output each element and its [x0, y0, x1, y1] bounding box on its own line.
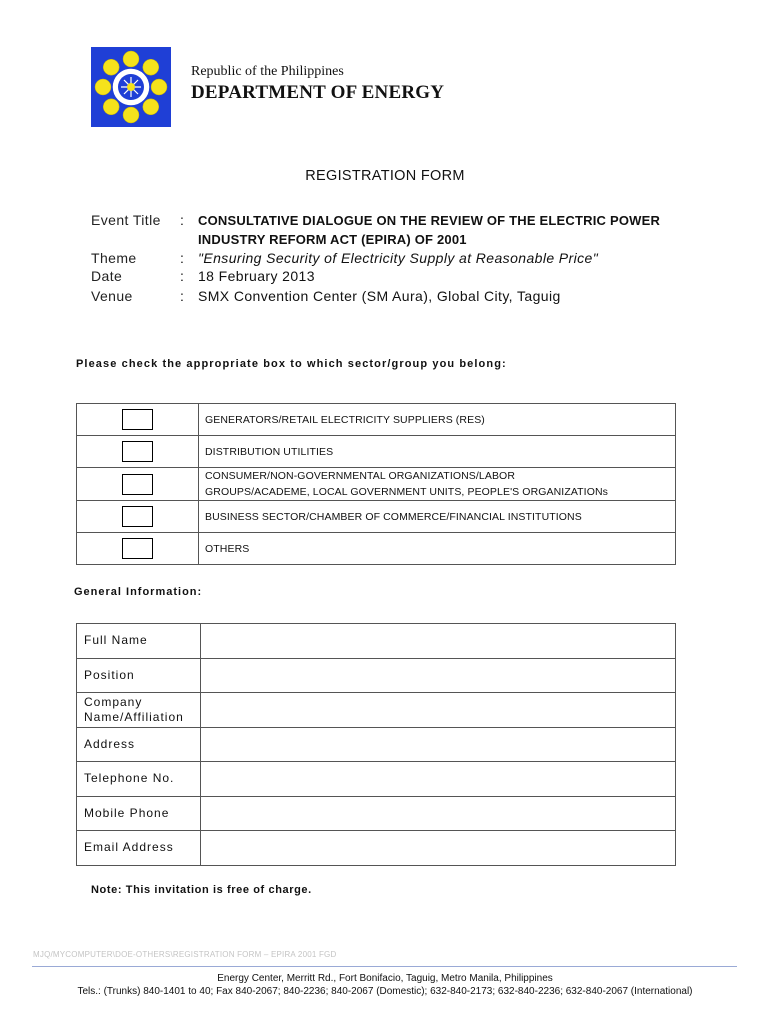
sector-checkbox-business[interactable] — [122, 506, 153, 527]
sector-row — [77, 436, 676, 468]
general-info-table — [76, 623, 676, 866]
info-row — [77, 831, 676, 866]
colon: : — [180, 268, 184, 284]
doe-seal-icon — [91, 47, 171, 127]
field-label: Position — [84, 667, 135, 682]
field-label-cont: Name/Affiliation — [84, 709, 184, 724]
general-info-heading: General Information: — [74, 586, 203, 598]
info-row — [77, 624, 676, 659]
address-field[interactable] — [201, 727, 676, 762]
date-value: 18 February 2013 — [198, 268, 315, 284]
colon: : — [180, 250, 184, 266]
sector-row — [77, 533, 676, 565]
info-row — [77, 762, 676, 797]
theme-value: "Ensuring Security of Electricity Supply at Reasonable Price" — [198, 250, 599, 266]
email-field[interactable] — [201, 831, 676, 866]
doe-logo — [91, 47, 171, 127]
field-label: Company — [84, 694, 143, 709]
colon: : — [180, 288, 184, 304]
date-label: Date — [91, 268, 123, 284]
info-row — [77, 796, 676, 831]
footer-divider — [32, 966, 737, 967]
file-path: MJQ/MYCOMPUTER\DOE-OTHERS\REGISTRATION FORM – EPIRA 2001 FGD — [33, 950, 337, 959]
sector-row — [77, 501, 676, 533]
sector-instruction: Please check the appropriate box to which sector/group you belong: — [76, 358, 507, 370]
sector-label: OTHERS — [205, 542, 250, 555]
venue-label: Venue — [91, 288, 133, 304]
sector-label-cont: GROUPS/ACADEME, LOCAL GOVERNMENT UNITS, PEOPLE'S ORGANIZATIONs — [205, 486, 608, 498]
field-label: Telephone No. — [84, 771, 175, 786]
info-row — [77, 727, 676, 762]
sector-label: CONSUMER/NON-GOVERNMENTAL ORGANIZATIONS/LABOR — [205, 470, 515, 482]
republic-heading: Republic of the Philippines — [191, 64, 344, 79]
sector-row — [77, 404, 676, 436]
sector-label: GENERATORS/RETAIL ELECTRICITY SUPPLIERS (RES) — [205, 413, 485, 426]
position-field[interactable] — [201, 658, 676, 693]
telephone-field[interactable] — [201, 762, 676, 797]
sector-label: DISTRIBUTION UTILITIES — [205, 445, 334, 458]
info-row — [77, 693, 676, 728]
footer-address: Energy Center, Merritt Rd., Fort Bonifacio, Taguig, Metro Manila, Philippines — [217, 973, 553, 984]
department-heading: DEPARTMENT OF ENERGY — [191, 82, 445, 103]
colon: : — [180, 212, 184, 228]
company-field[interactable] — [201, 693, 676, 728]
mobile-field[interactable] — [201, 796, 676, 831]
sector-checkbox-distribution[interactable] — [122, 441, 153, 462]
event-title-label: Event Title — [91, 212, 161, 228]
sector-checkbox-generators[interactable] — [122, 409, 153, 430]
info-row — [77, 658, 676, 693]
sector-checkbox-others[interactable] — [122, 538, 153, 559]
event-title-line1: CONSULTATIVE DIALOGUE ON THE REVIEW OF THE ELECTRIC POWER — [198, 213, 661, 228]
venue-value: SMX Convention Center (SM Aura), Global City, Taguig — [198, 288, 561, 304]
field-label: Full Name — [84, 633, 148, 648]
sector-label: BUSINESS SECTOR/CHAMBER OF COMMERCE/FINANCIAL INSTITUTIONS — [205, 510, 582, 523]
sector-row — [77, 468, 676, 501]
form-title: REGISTRATION FORM — [305, 168, 465, 184]
footer-telephones: Tels.: (Trunks) 840-1401 to 40; Fax 840-2067; 840-2236; 840-2067 (Domestic); 632-840-2173; 632-840-2236; 632-840-2067 (International) — [77, 986, 693, 997]
theme-label: Theme — [91, 250, 137, 266]
full-name-field[interactable] — [201, 624, 676, 659]
sector-checkbox-consumer[interactable] — [122, 474, 153, 495]
field-label: Email Address — [84, 840, 174, 855]
event-title-line2: INDUSTRY REFORM ACT (EPIRA) OF 2001 — [198, 232, 467, 247]
field-label: Mobile Phone — [84, 805, 170, 820]
sector-table — [76, 403, 676, 565]
field-label: Address — [84, 736, 136, 751]
free-of-charge-note: Note: This invitation is free of charge. — [91, 884, 312, 896]
